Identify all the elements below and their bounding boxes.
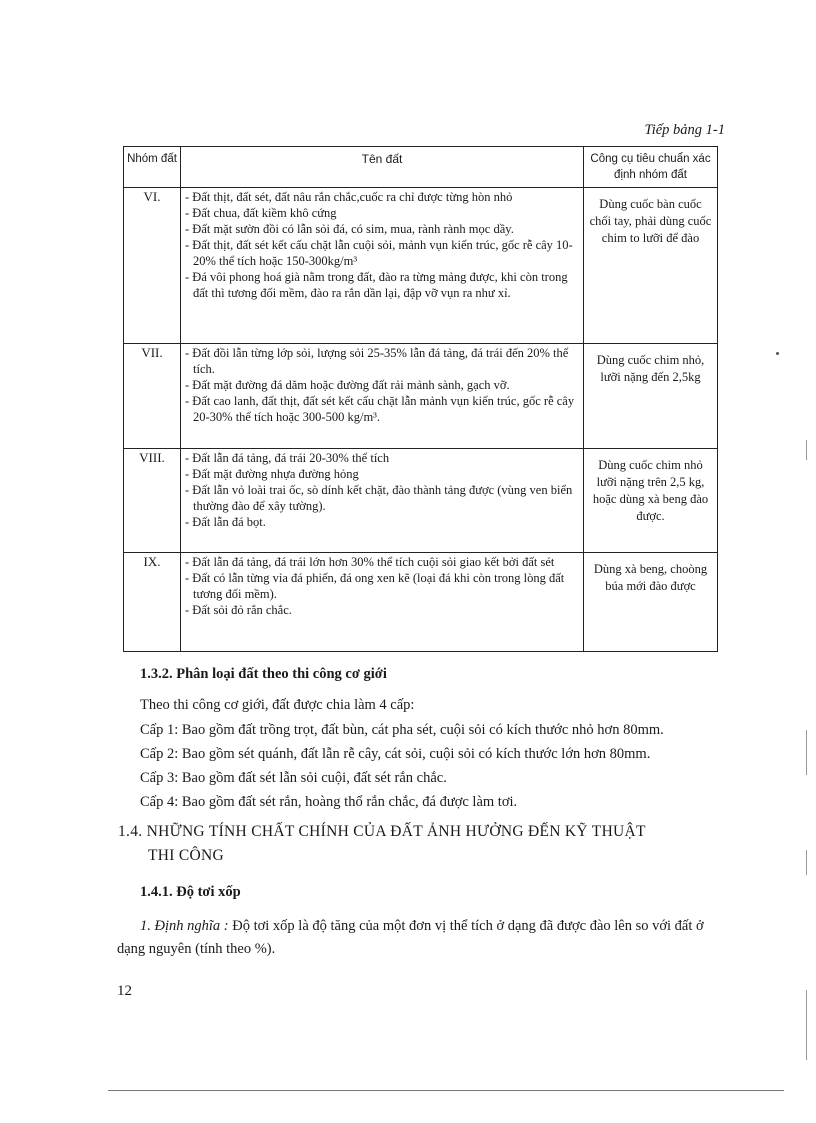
soil-names-cell bbox=[181, 188, 584, 344]
soil-names-cell bbox=[181, 449, 584, 553]
definition-label: 1. Định nghĩa : bbox=[140, 918, 229, 934]
header-tool: Công cụ tiêu chuẩn xác định nhóm đất bbox=[584, 147, 718, 188]
header-name: Tên đất bbox=[181, 147, 584, 188]
scan-edge-mark bbox=[806, 990, 807, 1060]
scan-edge-mark bbox=[806, 440, 807, 460]
table-row bbox=[124, 449, 718, 553]
table-header-row bbox=[124, 147, 718, 188]
soil-item: - Đất lẫn đá bọt. bbox=[185, 515, 266, 529]
soil-group-table bbox=[123, 146, 718, 652]
soil-item: - Đất thịt, đất sét, đất nâu rắn chắc,cuốc ra chỉ được từng hòn nhỏ bbox=[185, 190, 513, 204]
section-heading-1-3-2: 1.3.2. Phân loại đất theo thi công cơ giới bbox=[140, 666, 387, 682]
soil-item: - Đất mặt sườn đồi có lẫn sỏi đá, có sim, mua, rành rành mọc dầy. bbox=[185, 222, 514, 236]
soil-item: - Đất đồi lẫn từng lớp sỏi, lượng sỏi 25-35% lẫn đá tảng, đá trái đến 20% thể tích. bbox=[185, 346, 569, 376]
soil-names-cell bbox=[181, 553, 584, 652]
header-group: Nhóm đất bbox=[124, 147, 181, 188]
group-cell: VIII. bbox=[124, 449, 181, 553]
section-heading-1-4-line1: 1.4. NHỮNG TÍNH CHẤT CHÍNH CỦA ĐẤT ẢNH HƯỞNG ĐẾN KỸ THUẬT bbox=[118, 823, 646, 840]
group-cell: IX. bbox=[124, 553, 181, 652]
level-item: Cấp 1: Bao gồm đất trồng trọt, đất bùn, cát pha sét, cuội sỏi có kích thước nhỏ hơn 80mm. bbox=[140, 722, 664, 738]
soil-item: - Đất thịt, đất sét kết cấu chặt lẫn cuội sỏi, mảnh vụn kiến trúc, gốc rễ cây 10-20% thể tích hoặc 150-300kg/m³ bbox=[185, 238, 573, 268]
scan-edge-mark bbox=[806, 730, 807, 775]
soil-item: - Đất có lẫn từng vỉa đá phiến, đá ong xen kẽ (loại đá khi còn trong lòng đất tương đối mềm). bbox=[185, 571, 565, 601]
soil-item: - Đất mặt đường nhựa đường hỏng bbox=[185, 467, 359, 481]
section-heading-1-4-1: 1.4.1. Độ tơi xốp bbox=[140, 884, 241, 900]
scan-edge-mark bbox=[806, 850, 807, 875]
scan-speck bbox=[776, 352, 779, 355]
definition-paragraph bbox=[117, 915, 717, 961]
level-item: Cấp 2: Bao gồm sét quánh, đất lẫn rễ cây, cát sỏi, cuội sỏi có kích thước lớn hơn 80mm. bbox=[140, 746, 651, 762]
soil-item: - Đất lẫn đá tảng, đá trái 20-30% thể tích bbox=[185, 451, 390, 465]
level-item: Cấp 3: Bao gồm đất sét lẫn sỏi cuội, đất sét rắn chắc. bbox=[140, 770, 447, 786]
tool-cell: Dùng cuốc chim nhỏ, lưỡi nặng đến 2,5kg bbox=[584, 344, 718, 449]
soil-names-cell bbox=[181, 344, 584, 449]
group-cell: VII. bbox=[124, 344, 181, 449]
soil-item: - Đất lẫn đá tảng, đá trái lớn hơn 30% thể tích cuội sỏi giao kết bởi đất sét bbox=[185, 555, 555, 569]
section-intro: Theo thi công cơ giới, đất được chia làm 4 cấp: bbox=[140, 697, 415, 713]
level-item: Cấp 4: Bao gồm đất sét rắn, hoàng thổ rắn chắc, đá được làm tơi. bbox=[140, 794, 518, 810]
soil-item: - Đất lẫn vỏ loài trai ốc, sò dính kết chặt, đào thành tảng được (vùng ven biển thường đào để xây tường). bbox=[185, 483, 573, 513]
page-number: 12 bbox=[117, 983, 132, 999]
bottom-rule bbox=[108, 1090, 784, 1091]
group-cell: VI. bbox=[124, 188, 181, 344]
soil-item: - Đá vôi phong hoá già nằm trong đất, đào ra từng mảng được, khi còn trong đất thì tương đối mềm, đào ra rắn dần lại, đập vỡ vụn ra như xỉ. bbox=[185, 270, 568, 300]
soil-item: - Đất sỏi đỏ rắn chắc. bbox=[185, 603, 292, 617]
section-heading-1-4 bbox=[118, 820, 723, 868]
table-row bbox=[124, 553, 718, 652]
table-row bbox=[124, 344, 718, 449]
soil-item: - Đất mặt đường đá dăm hoặc đường đất rải mảnh sành, gạch vỡ. bbox=[185, 378, 510, 392]
section-heading-1-4-line2: THI CÔNG bbox=[148, 847, 225, 864]
table-continuation-label: Tiếp bảng 1-1 bbox=[644, 122, 725, 138]
tool-cell: Dùng cuốc bàn cuốc chối tay, phải dùng cuốc chim to lưỡi để đào bbox=[584, 188, 718, 344]
definition-text: Độ tơi xốp là độ tăng của một đơn vị thể tích ở dạng đã được đào lên so với đất ở dạng nguyên (tính theo %). bbox=[117, 918, 704, 957]
soil-item: - Đất cao lanh, đất thịt, đất sét kết cấu chặt lẫn mảnh vụn kiến trúc, gốc rễ cây 20-30% thể tích hoặc 300-500 kg/m³. bbox=[185, 394, 575, 424]
tool-cell: Dùng xà beng, choòng búa mới đào được bbox=[584, 553, 718, 652]
soil-item: - Đất chua, đất kiềm khô cứng bbox=[185, 206, 337, 220]
table-row bbox=[124, 188, 718, 344]
tool-cell: Dùng cuốc chim nhỏ lưỡi nặng trên 2,5 kg, hoặc dùng xà beng đào được. bbox=[584, 449, 718, 553]
